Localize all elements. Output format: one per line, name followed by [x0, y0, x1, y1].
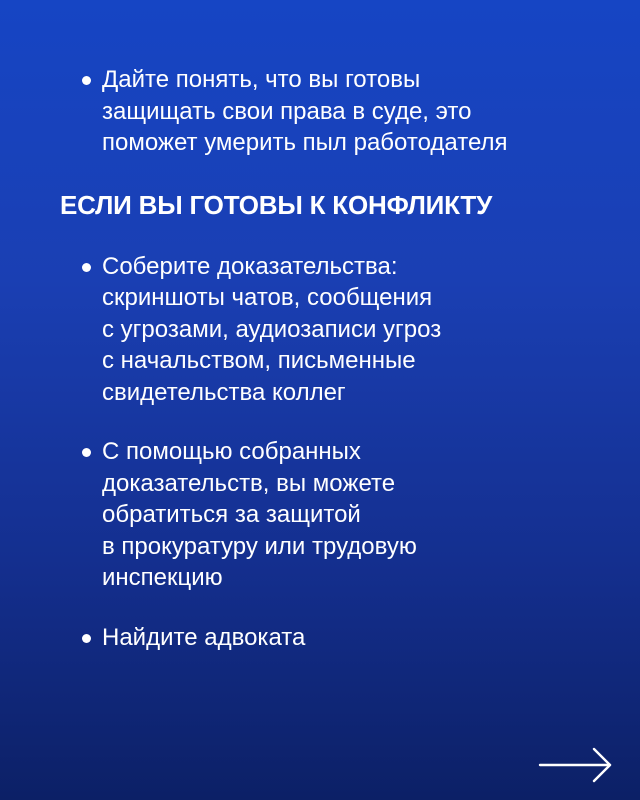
bullet-item: Соберите доказательства: скриншоты чатов, сообщения с угрозами, аудиозаписи угроз с начальством, письменные свидетельства коллег: [60, 251, 600, 409]
bullet-item: Найдите адвоката: [60, 622, 600, 654]
slide-content: [60, 64, 600, 681]
bullet-item: Дайте понять, что вы готовы защищать свои права в суде, это поможет умерить пыл работодателя: [60, 64, 600, 159]
intro-bullet-list: [60, 64, 600, 159]
arrow-right-icon[interactable]: [538, 745, 614, 785]
conflict-bullet-list: [60, 251, 600, 654]
bullet-item: С помощью собранных доказательств, вы можете обратиться за защитой в прокуратуру или трудовую инспекцию: [60, 436, 600, 594]
section-heading: ЕСЛИ ВЫ ГОТОВЫ К КОНФЛИКТУ: [60, 189, 493, 220]
